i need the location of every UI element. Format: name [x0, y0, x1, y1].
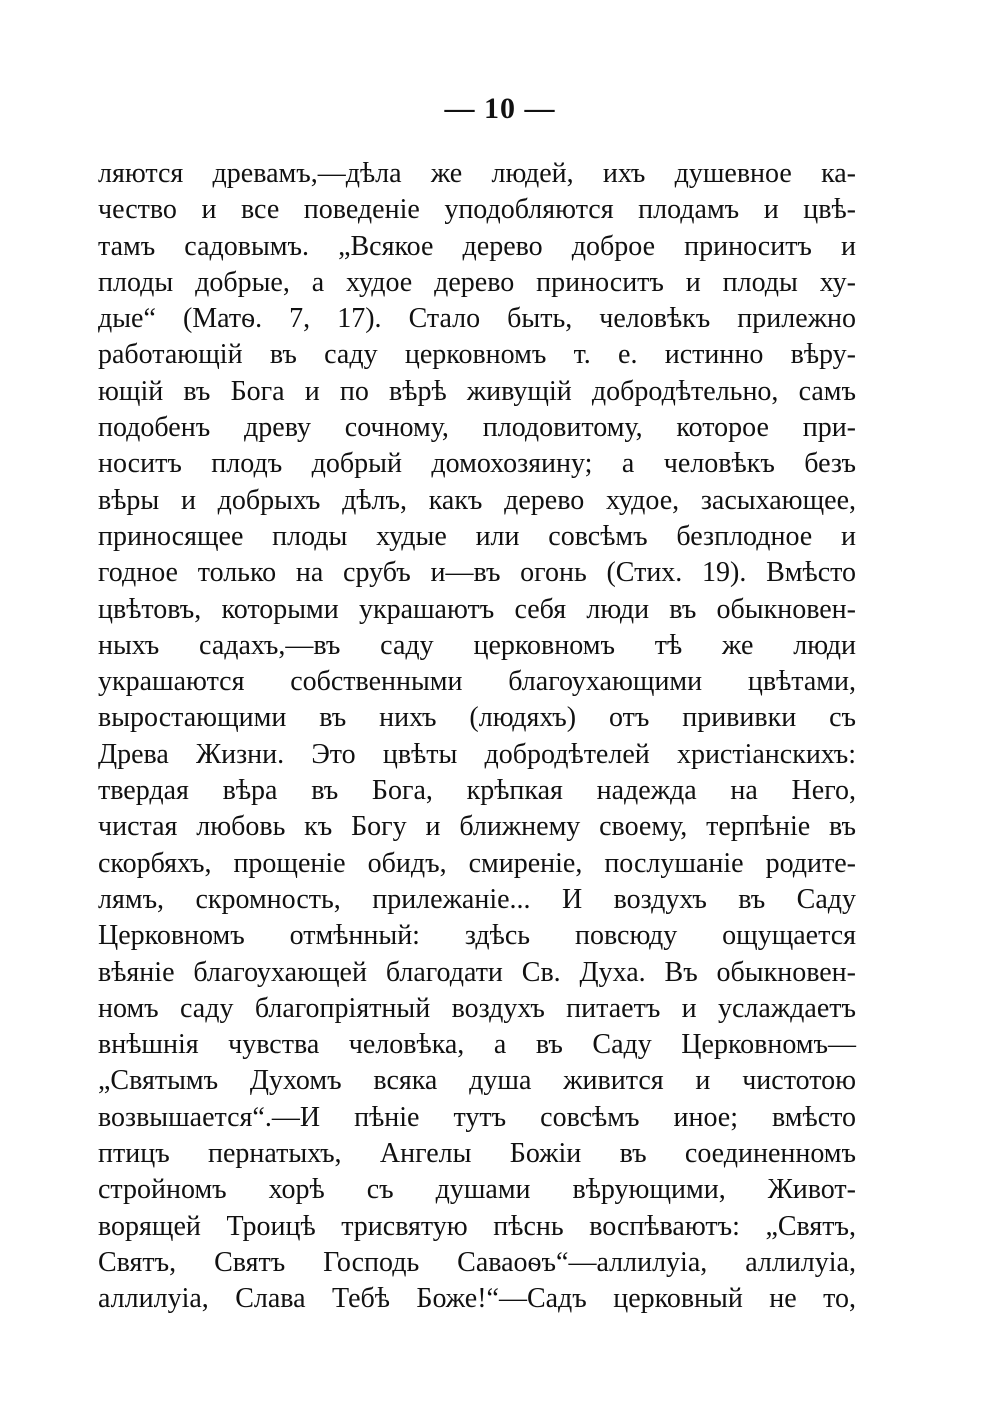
text-line: работающій въ саду церковномъ т. е. истинно вѣру-: [98, 339, 856, 371]
page-number: — 10 —: [444, 92, 556, 125]
text-line: годное только на срубъ и—въ огонь (Стих. 19). Вмѣсто: [98, 557, 856, 589]
text-line: Древа Жизни. Это цвѣты добродѣтелей христіанскихъ:: [98, 738, 856, 770]
text-line: ляются древамъ,—дѣла же людей, ихъ душевное ка-: [98, 158, 856, 189]
text-line: подобенъ древу сочному, плодовитому, которое при-: [98, 412, 856, 444]
text-line: твердая вѣра въ Бога, крѣпкая надежда на Него,: [98, 775, 856, 807]
text-line: аллилуіа, Слава Тебѣ Боже!“—Садъ церковный не то,: [98, 1283, 856, 1315]
text-line: носитъ плодъ добрый домохозяину; а человѣкъ безъ: [98, 448, 856, 480]
text-line: вѣры и добрыхъ дѣлъ, какъ дерево худое, засыхающее,: [98, 484, 856, 516]
text-line: стройномъ хорѣ съ душами вѣрующими, Живот-: [98, 1174, 856, 1206]
text-line: цвѣтовъ, которыми украшаютъ себя люди въ обыкновен-: [98, 593, 856, 625]
text-line: Церковномъ отмѣнный: здѣсь повсюду ощущается: [98, 920, 856, 952]
text-line: выростающими въ нихъ (людяхъ) отъ прививки съ: [98, 702, 856, 734]
text-line: внѣшнія чувства человѣка, а въ Саду Церковномъ—: [98, 1029, 856, 1061]
text-line: „Святымъ Духомъ всяка душа живится и чистотою: [98, 1065, 856, 1097]
text-line: чистая любовь къ Богу и ближнему своему, терпѣніе въ: [98, 811, 856, 843]
text-line: приносящее плоды худые или совсѣмъ безплодное и: [98, 520, 856, 552]
text-line: ворящей Троицѣ трисвятую пѣснь воспѣваютъ: „Святъ,: [98, 1210, 856, 1242]
text-line: ющій въ Бога и по вѣрѣ живущій добродѣтельно, самъ: [98, 375, 856, 407]
text-line: Святъ, Святъ Господь Саваоѳъ“—аллилуіа, аллилуіа,: [98, 1246, 856, 1278]
text-line: дые“ (Матѳ. 7, 17). Стало быть, человѣкъ прилежно: [98, 303, 856, 335]
text-line: возвышается“.—И пѣніе тутъ совсѣмъ иное; вмѣсто: [98, 1101, 856, 1133]
text-line: вѣяніе благоухающей благодати Св. Духа. Въ обыкновен-: [98, 956, 856, 988]
text-line: ныхъ садахъ,—въ саду церковномъ тѣ же люди: [98, 629, 856, 661]
text-line: птицъ пернатыхъ, Ангелы Божіи въ соединенномъ: [98, 1138, 856, 1170]
text-line: украшаются собственными благоухающими цвѣтами,: [98, 666, 856, 698]
text-line: плоды добрые, а худое дерево приноситъ и плоды ху-: [98, 266, 856, 298]
text-line: лямъ, скромность, прилежаніе... И воздухъ въ Саду: [98, 883, 856, 915]
text-line: скорбяхъ, прощеніе обидъ, смиреніе, послушаніе родите-: [98, 847, 856, 879]
text-line: чество и все поведеніе уподобляются плодамъ и цвѣ-: [98, 194, 856, 226]
text-line: номъ саду благопріятный воздухъ питаетъ и услаждаетъ: [98, 992, 856, 1024]
text-line: тамъ садовымъ. „Всякое дерево доброе приноситъ и: [98, 230, 856, 262]
body-text: [98, 156, 856, 1318]
